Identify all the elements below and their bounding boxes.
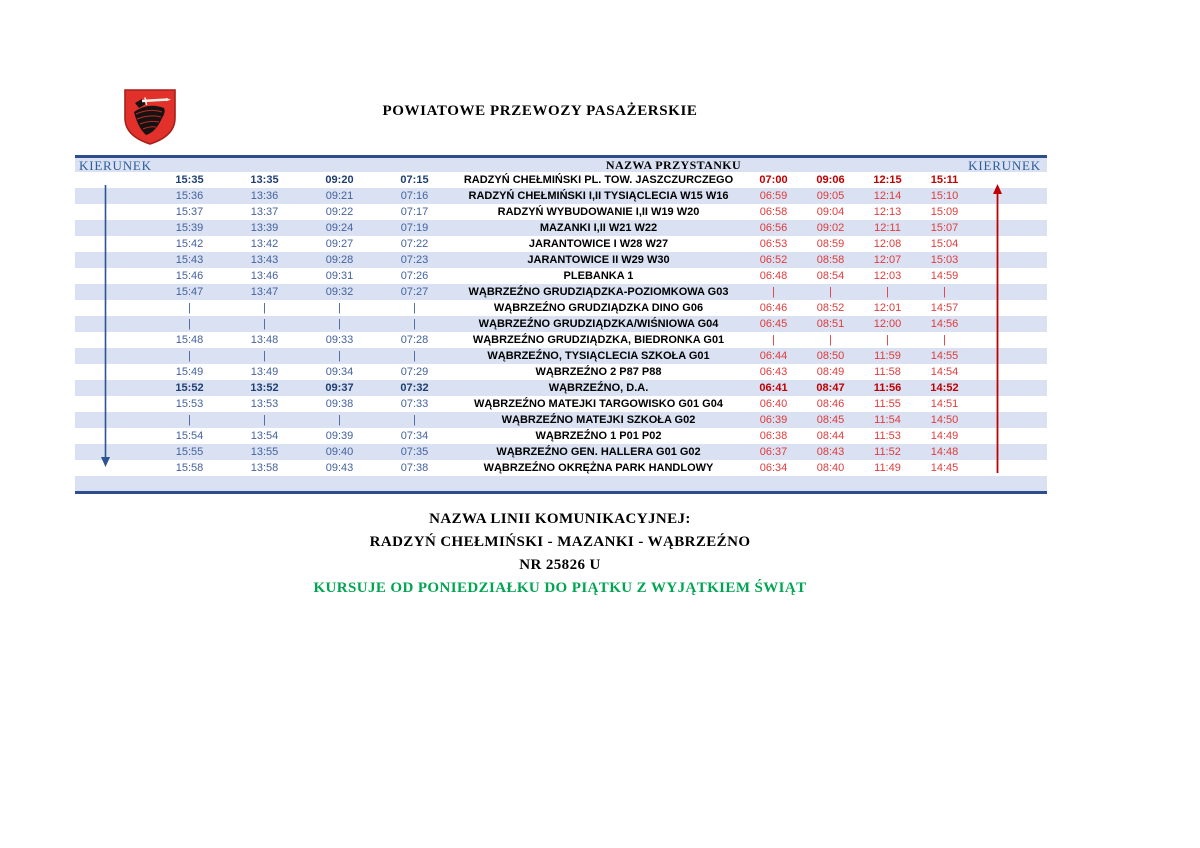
return-time-cell: 06:45 bbox=[759, 318, 788, 330]
return-time-cell: 14:56 bbox=[930, 318, 959, 330]
return-time-cell: 08:52 bbox=[816, 302, 845, 314]
return-time-cell: 15:07 bbox=[930, 222, 959, 234]
return-time-cell: 11:52 bbox=[874, 446, 901, 458]
arrow-column-right-spacer bbox=[973, 252, 1047, 268]
stop-name-cell: MAZANKI I,II W21 W22 bbox=[539, 222, 658, 234]
timetable-row bbox=[75, 220, 1047, 236]
timetable-row bbox=[75, 396, 1047, 412]
arrow-column-right-spacer bbox=[973, 300, 1047, 316]
arrow-column-left-spacer bbox=[75, 220, 152, 236]
departure-time-cell: 13:53 bbox=[250, 398, 279, 410]
departure-time-cell: 07:15 bbox=[400, 174, 429, 186]
return-time-cell: 14:59 bbox=[930, 270, 959, 282]
departure-time-cell: 07:26 bbox=[400, 270, 429, 282]
departure-time-cell: 13:48 bbox=[250, 334, 279, 346]
return-time-cell: 12:13 bbox=[873, 206, 902, 218]
departure-time-cell: 13:46 bbox=[250, 270, 279, 282]
departure-time-cell: 15:52 bbox=[175, 382, 204, 394]
timetable-row bbox=[75, 348, 1047, 364]
arrow-column-left-spacer bbox=[75, 444, 152, 460]
departure-time-cell: 13:36 bbox=[250, 190, 279, 202]
departure-time-cell: | bbox=[338, 302, 341, 314]
return-time-cell: 08:44 bbox=[816, 430, 845, 442]
route-name: RADZYŃ CHEŁMIŃSKI - MAZANKI - WĄBRZEŹNO bbox=[369, 534, 751, 550]
stop-name-cell: WĄBRZEŹNO GRUDZIĄDZKA-POZIOMKOWA G03 bbox=[468, 286, 729, 298]
return-time-cell: 15:10 bbox=[930, 190, 959, 202]
stop-name-cell: RADZYŃ CHEŁMIŃSKI I,II TYSIĄCLECIA W15 W16 bbox=[468, 190, 729, 202]
arrow-column-left-spacer bbox=[75, 316, 152, 332]
departure-time-cell: 13:49 bbox=[250, 366, 279, 378]
departure-time-cell: 13:42 bbox=[250, 238, 279, 250]
departure-time-cell: 07:32 bbox=[400, 382, 429, 394]
stop-name-cell: JARANTOWICE I W28 W27 bbox=[528, 238, 669, 250]
departure-time-cell: 15:39 bbox=[175, 222, 204, 234]
timetable-row bbox=[75, 332, 1047, 348]
arrow-column-left-spacer bbox=[75, 300, 152, 316]
return-time-cell: 06:53 bbox=[759, 238, 788, 250]
arrow-column-left-spacer bbox=[75, 284, 152, 300]
stop-column-header: NAZWA PRZYSTANKU bbox=[605, 157, 742, 172]
return-time-cell: | bbox=[886, 286, 889, 298]
return-time-cell: 06:37 bbox=[759, 446, 788, 458]
departure-time-cell: | bbox=[413, 350, 416, 362]
departure-time-cell: 07:16 bbox=[400, 190, 429, 202]
departure-time-cell: 15:55 bbox=[175, 446, 204, 458]
return-time-cell: 09:02 bbox=[816, 222, 845, 234]
return-time-cell: 11:59 bbox=[874, 350, 901, 362]
stop-name-cell: WĄBRZEŹNO MATEJKI TARGOWISKO G01 G04 bbox=[474, 398, 723, 410]
departure-time-cell: 15:35 bbox=[175, 174, 204, 186]
kierunek-left-label: KIERUNEK bbox=[79, 157, 152, 173]
departure-time-cell: 15:49 bbox=[175, 366, 204, 378]
return-time-cell: 08:47 bbox=[816, 382, 845, 394]
arrow-column-left-spacer bbox=[75, 412, 152, 428]
arrow-column-left-spacer bbox=[75, 236, 152, 252]
departure-time-cell: 13:43 bbox=[250, 254, 279, 266]
return-time-cell: 06:58 bbox=[759, 206, 788, 218]
departure-time-cell: | bbox=[263, 414, 266, 426]
return-time-cell: 12:03 bbox=[873, 270, 902, 282]
return-time-cell: 15:03 bbox=[930, 254, 959, 266]
arrow-column-right-spacer bbox=[973, 284, 1047, 300]
departure-time-cell: 09:20 bbox=[325, 174, 354, 186]
stop-name-cell: WĄBRZEŹNO GRUDZIĄDZKA/WIŚNIOWA G04 bbox=[478, 318, 719, 330]
departure-time-cell: 15:53 bbox=[175, 398, 204, 410]
arrow-column-right-spacer bbox=[973, 316, 1047, 332]
departure-time-cell: | bbox=[338, 414, 341, 426]
arrow-column-left-spacer bbox=[75, 380, 152, 396]
arrow-column-right-spacer bbox=[973, 220, 1047, 236]
return-time-cell: 15:11 bbox=[930, 174, 959, 186]
departure-time-cell: 13:52 bbox=[250, 382, 279, 394]
return-time-cell: | bbox=[829, 286, 832, 298]
return-time-cell: 14:57 bbox=[930, 302, 959, 314]
return-time-cell: 12:01 bbox=[873, 302, 902, 314]
return-time-cell: 06:52 bbox=[759, 254, 788, 266]
timetable-row bbox=[75, 300, 1047, 316]
return-time-cell: 11:58 bbox=[874, 366, 901, 378]
stop-name-cell: WĄBRZEŹNO GRUDZIĄDZKA, BIEDRONKA G01 bbox=[472, 334, 725, 346]
return-time-cell: 06:43 bbox=[759, 366, 788, 378]
departure-time-cell: 13:35 bbox=[250, 174, 279, 186]
stop-name-cell: RADZYŃ CHEŁMIŃSKI PL. TOW. JASZCZURCZEGO bbox=[463, 174, 734, 186]
arrow-column-right-spacer bbox=[973, 396, 1047, 412]
departure-time-cell: 13:39 bbox=[250, 222, 279, 234]
departure-time-cell: | bbox=[338, 318, 341, 330]
service-days-note: KURSUJE OD PONIEDZIAŁKU DO PIĄTKU Z WYJĄTKIEM ŚWIĄT bbox=[313, 580, 807, 596]
departure-time-cell: 15:43 bbox=[175, 254, 204, 266]
departure-time-cell: 13:58 bbox=[250, 462, 279, 474]
stop-name-cell: PLEBANKA 1 bbox=[563, 270, 634, 282]
timetable-row bbox=[75, 188, 1047, 204]
arrow-column-right-spacer bbox=[973, 460, 1047, 476]
return-time-cell: 08:40 bbox=[816, 462, 845, 474]
timetable-row bbox=[75, 204, 1047, 220]
return-time-cell: 14:50 bbox=[930, 414, 959, 426]
return-time-cell: | bbox=[772, 286, 775, 298]
return-time-cell: 14:49 bbox=[930, 430, 959, 442]
arrow-column-left-spacer bbox=[75, 428, 152, 444]
timetable-row bbox=[75, 428, 1047, 444]
stop-name-cell: RADZYŃ WYBUDOWANIE I,II W19 W20 bbox=[497, 206, 700, 218]
return-time-cell: 12:08 bbox=[873, 238, 902, 250]
arrow-column-right-spacer bbox=[973, 204, 1047, 220]
return-time-cell: 06:40 bbox=[759, 398, 788, 410]
page-title: POWIATOWE PRZEWOZY PASAŻERSKIE bbox=[382, 103, 698, 119]
arrow-column-right-spacer bbox=[973, 444, 1047, 460]
timetable-row bbox=[75, 316, 1047, 332]
departure-time-cell: 07:38 bbox=[400, 462, 429, 474]
departure-time-cell: 07:35 bbox=[400, 446, 429, 458]
departure-time-cell: 09:40 bbox=[325, 446, 354, 458]
arrow-column-right-spacer bbox=[973, 268, 1047, 284]
timetable-row bbox=[75, 412, 1047, 428]
timetable-body bbox=[75, 172, 1047, 476]
timetable bbox=[75, 155, 1047, 494]
kierunek-right-label: KIERUNEK bbox=[968, 157, 1041, 173]
departure-time-cell: 15:42 bbox=[175, 238, 204, 250]
arrow-column-right-spacer bbox=[973, 364, 1047, 380]
departure-time-cell: 07:34 bbox=[400, 430, 429, 442]
departure-time-cell: 07:27 bbox=[400, 286, 429, 298]
departure-time-cell: 15:58 bbox=[175, 462, 204, 474]
departure-time-cell: 15:47 bbox=[175, 286, 204, 298]
return-time-cell: 08:54 bbox=[816, 270, 845, 282]
departure-time-cell: 09:22 bbox=[325, 206, 354, 218]
departure-time-cell: 09:33 bbox=[325, 334, 354, 346]
departure-time-cell: | bbox=[188, 414, 191, 426]
timetable-row bbox=[75, 252, 1047, 268]
arrow-column-left-spacer bbox=[75, 348, 152, 364]
departure-time-cell: | bbox=[413, 318, 416, 330]
return-time-cell: 08:45 bbox=[816, 414, 845, 426]
arrow-column-right-spacer bbox=[973, 172, 1047, 188]
return-time-cell: 08:51 bbox=[816, 318, 845, 330]
stop-name-cell: WĄBRZEŹNO OKRĘŻNA PARK HANDLOWY bbox=[483, 462, 714, 474]
arrow-column-left-spacer bbox=[75, 252, 152, 268]
departure-time-cell: 09:31 bbox=[325, 270, 354, 282]
return-time-cell: 12:07 bbox=[873, 254, 902, 266]
return-time-cell: 09:05 bbox=[816, 190, 845, 202]
return-time-cell: 11:49 bbox=[874, 462, 901, 474]
departure-time-cell: 13:55 bbox=[250, 446, 279, 458]
return-time-cell: 08:50 bbox=[816, 350, 845, 362]
arrow-column-right-spacer bbox=[973, 332, 1047, 348]
arrow-column-left-spacer bbox=[75, 188, 152, 204]
arrow-column-right-spacer bbox=[973, 380, 1047, 396]
departure-time-cell: 09:21 bbox=[325, 190, 354, 202]
departure-time-cell: 15:36 bbox=[175, 190, 204, 202]
arrow-column-left-spacer bbox=[75, 332, 152, 348]
return-time-cell: 06:48 bbox=[759, 270, 788, 282]
return-time-cell: 11:54 bbox=[874, 414, 901, 426]
arrow-column-left-spacer bbox=[75, 172, 152, 188]
return-time-cell: 08:46 bbox=[816, 398, 845, 410]
departure-time-cell: 09:37 bbox=[325, 382, 354, 394]
arrow-column-right-spacer bbox=[973, 348, 1047, 364]
return-time-cell: 07:00 bbox=[759, 174, 788, 186]
stop-name-cell: WĄBRZEŹNO GRUDZIĄDZKA DINO G06 bbox=[493, 302, 704, 314]
departure-time-cell: 09:43 bbox=[325, 462, 354, 474]
timetable-row bbox=[75, 364, 1047, 380]
departure-time-cell: 09:28 bbox=[325, 254, 354, 266]
return-time-cell: 06:46 bbox=[759, 302, 788, 314]
departure-time-cell: 07:28 bbox=[400, 334, 429, 346]
return-time-cell: 12:11 bbox=[874, 222, 901, 234]
return-time-cell: 08:43 bbox=[816, 446, 845, 458]
departure-time-cell: 13:37 bbox=[250, 206, 279, 218]
departure-time-cell: 15:48 bbox=[175, 334, 204, 346]
return-time-cell: 14:55 bbox=[930, 350, 959, 362]
departure-time-cell: 07:29 bbox=[400, 366, 429, 378]
departure-time-cell: | bbox=[338, 350, 341, 362]
departure-time-cell: 09:34 bbox=[325, 366, 354, 378]
timetable-header-row bbox=[75, 155, 1047, 172]
return-time-cell: 06:34 bbox=[759, 462, 788, 474]
stop-name-cell: WĄBRZEŹNO, TYSIĄCLECIA SZKOŁA G01 bbox=[487, 350, 710, 362]
departure-time-cell: | bbox=[413, 302, 416, 314]
return-time-cell: 14:48 bbox=[930, 446, 959, 458]
return-time-cell: 06:56 bbox=[759, 222, 788, 234]
departure-time-cell: | bbox=[263, 350, 266, 362]
return-time-cell: 06:39 bbox=[759, 414, 788, 426]
arrow-column-left-spacer bbox=[75, 364, 152, 380]
departure-time-cell: | bbox=[188, 350, 191, 362]
return-time-cell: 08:58 bbox=[816, 254, 845, 266]
departure-time-cell: | bbox=[263, 302, 266, 314]
return-time-cell: 14:52 bbox=[930, 382, 959, 394]
departure-time-cell: 07:19 bbox=[400, 222, 429, 234]
return-time-cell: 14:45 bbox=[930, 462, 959, 474]
return-time-cell: 06:38 bbox=[759, 430, 788, 442]
departure-time-cell: 15:37 bbox=[175, 206, 204, 218]
departure-time-cell: | bbox=[188, 302, 191, 314]
arrow-column-left-spacer bbox=[75, 396, 152, 412]
departure-time-cell: 15:46 bbox=[175, 270, 204, 282]
departure-time-cell: 09:38 bbox=[325, 398, 354, 410]
return-time-cell: 09:06 bbox=[816, 174, 845, 186]
arrow-column-right-spacer bbox=[973, 412, 1047, 428]
departure-time-cell: 07:17 bbox=[400, 206, 429, 218]
return-time-cell: 11:55 bbox=[874, 398, 901, 410]
return-time-cell: | bbox=[943, 334, 946, 346]
arrow-column-right-spacer bbox=[973, 428, 1047, 444]
stop-name-cell: WĄBRZEŹNO GEN. HALLERA G01 G02 bbox=[496, 446, 701, 458]
timetable-row bbox=[75, 268, 1047, 284]
return-time-cell: 15:04 bbox=[930, 238, 959, 250]
timetable-row bbox=[75, 284, 1047, 300]
departure-time-cell: 13:47 bbox=[250, 286, 279, 298]
return-time-cell: 12:14 bbox=[873, 190, 902, 202]
departure-time-cell: 07:22 bbox=[400, 238, 429, 250]
departure-time-cell: 09:32 bbox=[325, 286, 354, 298]
departure-time-cell: | bbox=[263, 318, 266, 330]
departure-time-cell: 07:33 bbox=[400, 398, 429, 410]
stop-name-cell: WĄBRZEŹNO, D.A. bbox=[548, 382, 649, 394]
departure-time-cell: 09:24 bbox=[325, 222, 354, 234]
return-time-cell: 14:51 bbox=[930, 398, 959, 410]
departure-time-cell: 09:27 bbox=[325, 238, 354, 250]
timetable-row bbox=[75, 236, 1047, 252]
return-time-cell: 14:54 bbox=[930, 366, 959, 378]
return-time-cell: 08:49 bbox=[816, 366, 845, 378]
arrow-column-left-spacer bbox=[75, 268, 152, 284]
stop-name-cell: WĄBRZEŹNO MATEJKI SZKOŁA G02 bbox=[501, 414, 696, 426]
departure-time-cell: 07:23 bbox=[400, 254, 429, 266]
line-info-block bbox=[0, 508, 1120, 600]
return-time-cell: 06:59 bbox=[759, 190, 788, 202]
return-time-cell: 11:56 bbox=[873, 382, 902, 394]
return-time-cell: | bbox=[943, 286, 946, 298]
return-time-cell: 08:59 bbox=[816, 238, 845, 250]
stop-name-cell: JARANTOWICE II W29 W30 bbox=[527, 254, 670, 266]
departure-time-cell: | bbox=[413, 414, 416, 426]
timetable-row bbox=[75, 444, 1047, 460]
arrow-column-right-spacer bbox=[973, 236, 1047, 252]
return-time-cell: 11:53 bbox=[874, 430, 901, 442]
departure-time-cell: | bbox=[188, 318, 191, 330]
line-name-caption: NAZWA LINII KOMUNIKACYJNEJ: bbox=[429, 511, 691, 527]
return-time-cell: | bbox=[829, 334, 832, 346]
return-time-cell: 12:15 bbox=[873, 174, 902, 186]
departure-time-cell: 13:54 bbox=[250, 430, 279, 442]
stop-name-cell: WĄBRZEŹNO 1 P01 P02 bbox=[535, 430, 662, 442]
return-time-cell: 06:44 bbox=[759, 350, 788, 362]
arrow-column-left-spacer bbox=[75, 204, 152, 220]
timetable-row bbox=[75, 380, 1047, 396]
line-number: NR 25826 U bbox=[519, 557, 601, 573]
arrow-column-right-spacer bbox=[973, 188, 1047, 204]
departure-time-cell: 09:39 bbox=[325, 430, 354, 442]
timetable-row bbox=[75, 460, 1047, 476]
return-time-cell: | bbox=[886, 334, 889, 346]
return-time-cell: | bbox=[772, 334, 775, 346]
return-time-cell: 15:09 bbox=[930, 206, 959, 218]
table-bottom-filler bbox=[75, 476, 1047, 494]
return-time-cell: 06:41 bbox=[759, 382, 788, 394]
stop-name-cell: WĄBRZEŹNO 2 P87 P88 bbox=[535, 366, 662, 378]
departure-time-cell: 15:54 bbox=[175, 430, 204, 442]
timetable-row bbox=[75, 172, 1047, 188]
return-time-cell: 09:04 bbox=[816, 206, 845, 218]
return-time-cell: 12:00 bbox=[873, 318, 902, 330]
arrow-column-left-spacer bbox=[75, 460, 152, 476]
